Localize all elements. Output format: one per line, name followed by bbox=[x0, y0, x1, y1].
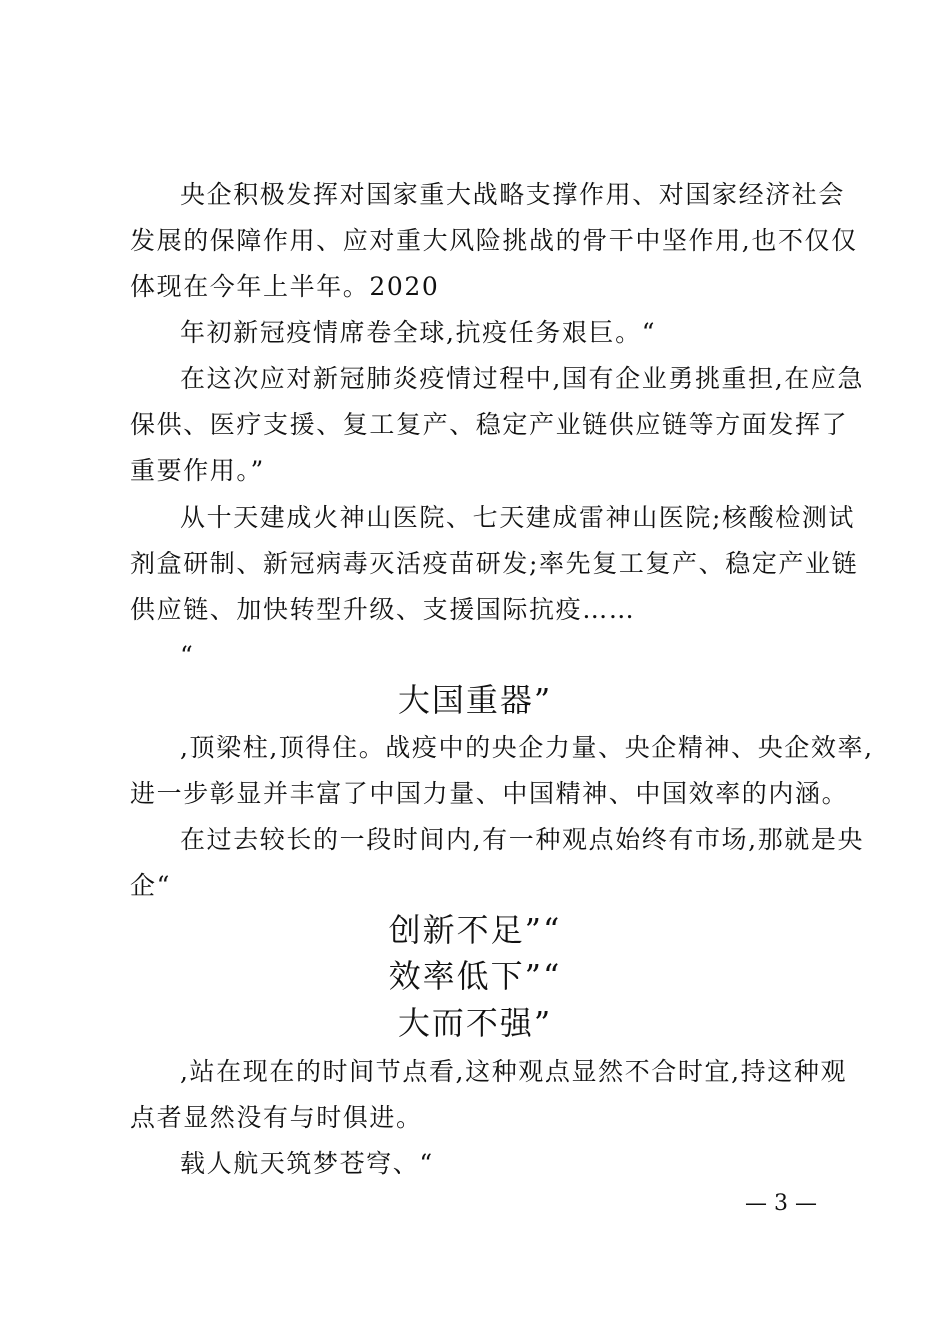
paragraph-line: ,顶梁柱,顶得住。战疫中的央企力量、央企精神、央企效率, bbox=[180, 733, 874, 762]
heading-large: 创新不足”“ bbox=[388, 911, 562, 949]
paragraph-line: ,站在现在的时间节点看,这种观点显然不合时宜,持这种观 bbox=[180, 1057, 848, 1086]
page-number: — 3 — bbox=[745, 1191, 817, 1216]
paragraph-line: 剂盒研制、新冠病毒灭活疫苗研发;率先复工复产、稳定产业链 bbox=[130, 549, 859, 578]
paragraph-line: 点者显然没有与时俱进。 bbox=[130, 1103, 423, 1132]
paragraph-line: 在这次应对新冠肺炎疫情过程中,国有企业勇挑重担,在应急 bbox=[180, 364, 865, 393]
paragraph-line: 保供、医疗支援、复工复产、稳定产业链供应链等方面发挥了 bbox=[130, 410, 849, 439]
paragraph-line: 企“ bbox=[130, 871, 171, 900]
paragraph-line: 体现在今年上半年。2020 bbox=[130, 272, 440, 301]
paragraph-line: 供应链、加快转型升级、支援国际抗疫…… bbox=[130, 595, 636, 624]
heading-large: 效率低下”“ bbox=[388, 957, 562, 995]
paragraph-line: 进一步彰显并丰富了中国力量、中国精神、中国效率的内涵。 bbox=[130, 779, 849, 808]
paragraph-line: 从十天建成火神山医院、七天建成雷神山医院;核酸检测试 bbox=[180, 503, 856, 532]
heading-large: 大国重器” bbox=[397, 681, 553, 719]
paragraph-line: 重要作用。” bbox=[130, 456, 265, 485]
paragraph-line: 央企积极发挥对国家重大战略支撑作用、对国家经济社会 bbox=[180, 180, 846, 209]
paragraph-line: “ bbox=[180, 641, 195, 670]
paragraph-line: 在过去较长的一段时间内,有一种观点始终有市场,那就是央 bbox=[180, 825, 865, 854]
paragraph-line: 载人航天筑梦苍穹、“ bbox=[180, 1149, 434, 1178]
paragraph-line: 年初新冠疫情席卷全球,抗疫任务艰巨。“ bbox=[180, 318, 657, 347]
heading-large: 大而不强” bbox=[397, 1004, 553, 1042]
paragraph-line: 发展的保障作用、应对重大风险挑战的骨干中坚作用,也不仅仅 bbox=[130, 226, 858, 255]
